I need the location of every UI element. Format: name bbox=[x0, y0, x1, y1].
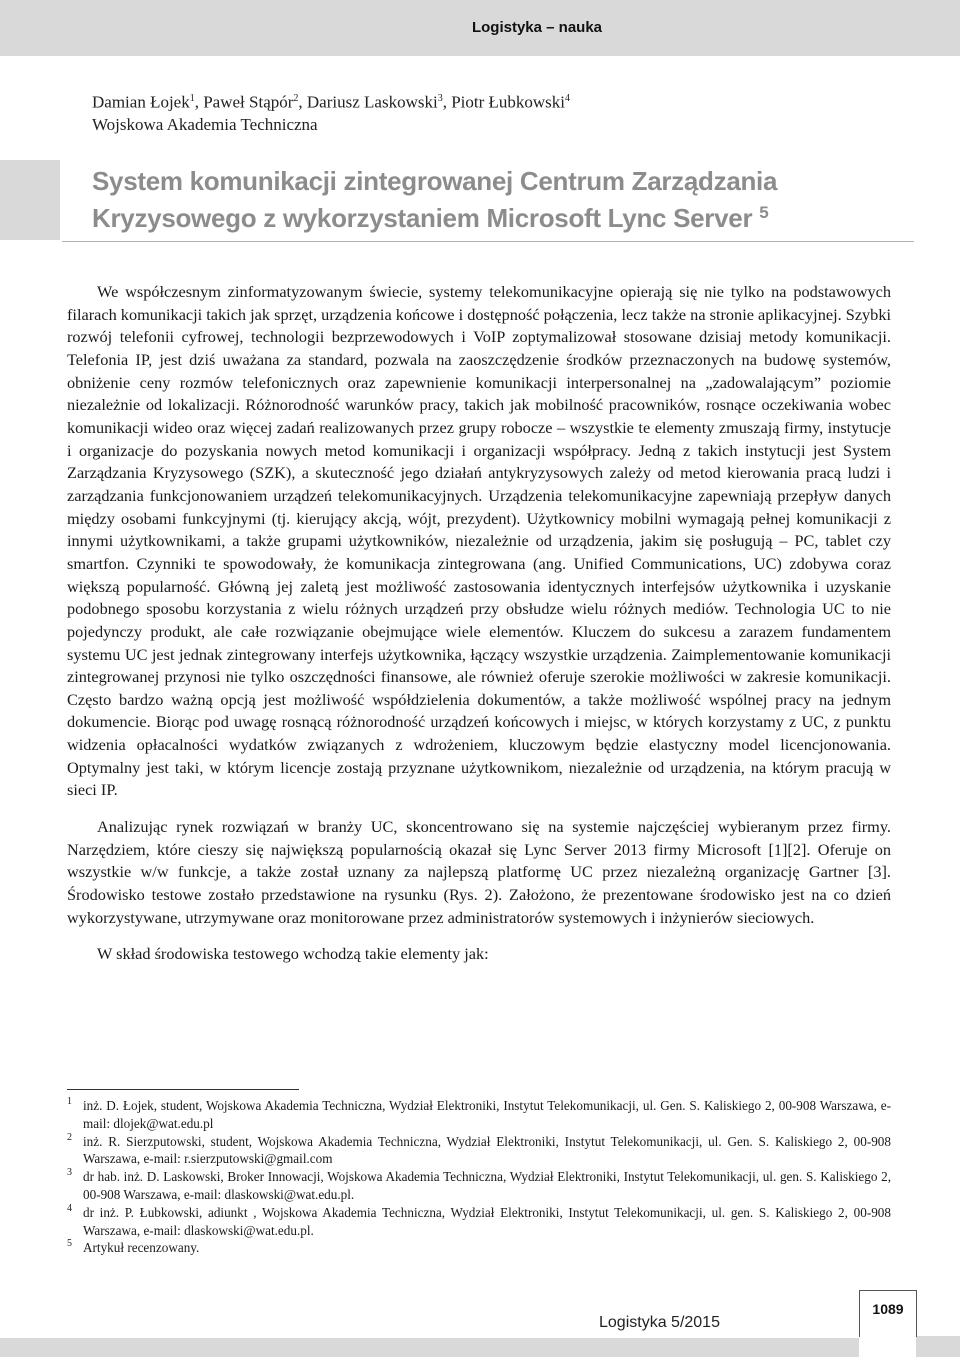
footer-bar-right bbox=[916, 1336, 960, 1357]
footnote: 3 dr hab. inż. D. Laskowski, Broker Innowacji, Wojskowa Akademia Techniczna, Wydział Elektroniki, Instytut Telekomunikacji, ul. gen. S. Kaliskiego 2, 00-908 Warszawa, e-mail: dlaskowski@wat.edu.pl. bbox=[67, 1168, 891, 1204]
footnote-divider bbox=[67, 1089, 299, 1090]
author-sup: 2 bbox=[293, 93, 299, 104]
footnote-number: 1 bbox=[67, 1096, 72, 1107]
author-name: Piotr Łubkowski bbox=[451, 92, 565, 112]
footnote: 5 Artykuł recenzowany. bbox=[67, 1239, 891, 1257]
author-sup: 4 bbox=[565, 93, 570, 104]
footer-bar-left bbox=[0, 1338, 859, 1357]
footnote-number: 5 bbox=[67, 1238, 72, 1250]
author-name: Dariusz Laskowski bbox=[306, 92, 438, 112]
paragraph: We współczesnym zinformatyzowanym świecie, systemy telekomunikacyjne opierają się nie tylko na podstawowych filarach komunikacji takich jak sprzęt, urządzenia końcowe i dostępność połączenia, lecz także na stronie aplikacyjnej. Szybki rozwój telefonii cyfrowej, technologii bezprzewodowych i VoIP zoptymalizował stosowane dzisiaj metody komunikacji. Telefonia IP, jest dziś uważana za standard, pozwala na zaoszczędzenie środków przeznaczonych na budowę systemów, obniżenie ceny rozmów telefonicznych oraz zapewnienie komunikacji interpersonalnej na „zadowalającym” poziomie niezależnie od lokalizacji. Różnorodność warunków pracy, takich jak mobilność pracowników, rosnące oczekiwania wobec komunikacji wideo oraz więcej zadań realizowanych przez grupy robocze – wszystkie te elementy zmuszają firmy, instytucje i organizacje do pozyskania nowych metod komunikacji i organizacji współpracy. Jedną z takich instytucji jest System Zarządzania Kryzysowego (SZK), a skuteczność jego działań antykryzysowych zależy od metod kierowania pracą ludzi i zarządzania funkcjonowaniem urządzeń telekomunikacyjnych. Urządzenia telekomunikacyjne zapewniają przepływ danych między osobami funkcyjnymi (tj. kierujący akcją, wójt, prezydent). Użytkownicy mobilni wymagają pełnej komunikacji z innymi użytkownikami, a także grupami użytkowników, niezależnie od urządzenia, jakim się posługują – PC, tablet czy smartfon. Czynniki te spowodowały, że komunikacja zintegrowana (ang. Unified Communications, UC) zdobywa coraz większą popularność. Główną jej zaletą jest możliwość zastosowania identycznych interfejsów użytkownika i uzyskanie podobnego sposobu korzystania z wielu różnych urządzeń przy obsłudze wielu różnych mediów. Technologia UC to nie pojedynczy produkt, ale całe rozwiązanie obejmujące wiele elementów. Kluczem do sukcesu a zarazem fundamentem systemu UC jest jednak zintegrowany interfejs użytkownika, łączący wszystkie urządzenia. Zaimplementowanie komunikacji zintegrowanej przynosi nie tylko oszczędności finansowe, ale również oferuje szerokie możliwości w zakresie komunikacji. Często bardzo ważną opcją jest możliwość współdzielenia dokumentów, a także możliwość wspólnej pracy na jednym dokumencie. Biorąc pod uwagę rosnącą różnorodność urządzeń końcowych i miejsc, w których korzystamy z UC, z punktu widzenia opłacalności wydatków związanych z wdrożeniem, kluczowym będzie elastyczny model licencjonowania. Optymalny jest taki, w którym licencje zostają przyznane użytkownikom, niezależnie od urządzenia, na którym pracują w sieci IP. bbox=[67, 282, 891, 800]
side-accent-block bbox=[0, 160, 60, 240]
affiliation: Wojskowa Akademia Techniczna bbox=[92, 114, 318, 134]
page-number-box bbox=[859, 1290, 917, 1337]
header-bar bbox=[0, 0, 960, 56]
author-sup: 1 bbox=[189, 93, 195, 104]
page-title bbox=[92, 166, 912, 234]
title-divider bbox=[62, 241, 914, 242]
author-names: Damian Łojek$^1$, Paweł Stąpór$^2$, Dariusz Laskowski$^3$, Piotr Łubkowski$^4$ bbox=[92, 92, 570, 112]
title-footnote-ref: 5 bbox=[759, 203, 769, 222]
paragraph: W skład środowiska testowego wchodzą takie elementy jak: bbox=[97, 944, 489, 964]
footnote: 1 inż. D. Łojek, student, Wojskowa Akademia Techniczna, Wydział Elektroniki, Instytut Telekomunikacji, ul. Gen. S. Kaliskiego 2, 00-908 Warszawa, e-mail: dlojek@wat.edu.pl bbox=[67, 1097, 891, 1133]
title-line-2: Kryzysowego z wykorzystaniem Microsoft Lync Server $^5$ bbox=[92, 203, 769, 233]
section-label: Logistyka – nauka bbox=[471, 19, 603, 36]
footnote-number: 2 bbox=[67, 1131, 72, 1143]
footnote-number: 3 bbox=[67, 1167, 72, 1179]
article-body bbox=[67, 281, 891, 980]
author-name: Paweł Stąpór bbox=[203, 92, 294, 112]
author-name: Damian Łojek bbox=[92, 92, 190, 112]
page-number: 1089 bbox=[872, 1301, 904, 1317]
title-line-1: System komunikacji zintegrowanej Centrum Zarządzania bbox=[92, 166, 778, 196]
paragraph: Analizując rynek rozwiązań w branży UC, skoncentrowano się na systemie najczęściej wybieranym przez firmy. Narzędziem, które cieszy się największą popularnością okazał się Lync Server 2013 firmy Microsoft [1][2]. Oferuje on wszystkie w/w funkcje, a także został uznany za najlepszą platformę UC przez niezależną organizację Gartner [3]. Środowisko testowe zostało przedstawione na rysunku (Rys. 2). Założono, że prezentowane środowisko jest na co dzień wykorzystywane, utrzymywane oraz monitorowane przez administratorów systemowych i inżynierów sieciowych. bbox=[67, 817, 891, 927]
author-sup: 3 bbox=[437, 93, 443, 104]
footnote: 4 dr inż. P. Łubkowski, adiunkt , Wojskowa Akademia Techniczna, Wydział Elektroniki, Instytut Telekomunikacji, ul. gen. S. Kaliskiego 2, 00-908 Warszawa, e-mail: dlaskowski@wat.edu.pl. bbox=[67, 1204, 891, 1240]
footnote-number: 4 bbox=[67, 1202, 72, 1214]
footnotes bbox=[67, 1097, 891, 1257]
footnote: 2 inż. R. Sierzputowski, student, Wojskowa Akademia Techniczna, Wydział Elektroniki, Instytut Telekomunikacji, ul. Gen. S. Kaliskiego 2, 00-908 Warszawa, e-mail: r.sierzputowski@gmail.com bbox=[67, 1133, 891, 1169]
journal-name: Logistyka 5/2015 bbox=[599, 1314, 720, 1331]
author-block bbox=[92, 88, 892, 136]
